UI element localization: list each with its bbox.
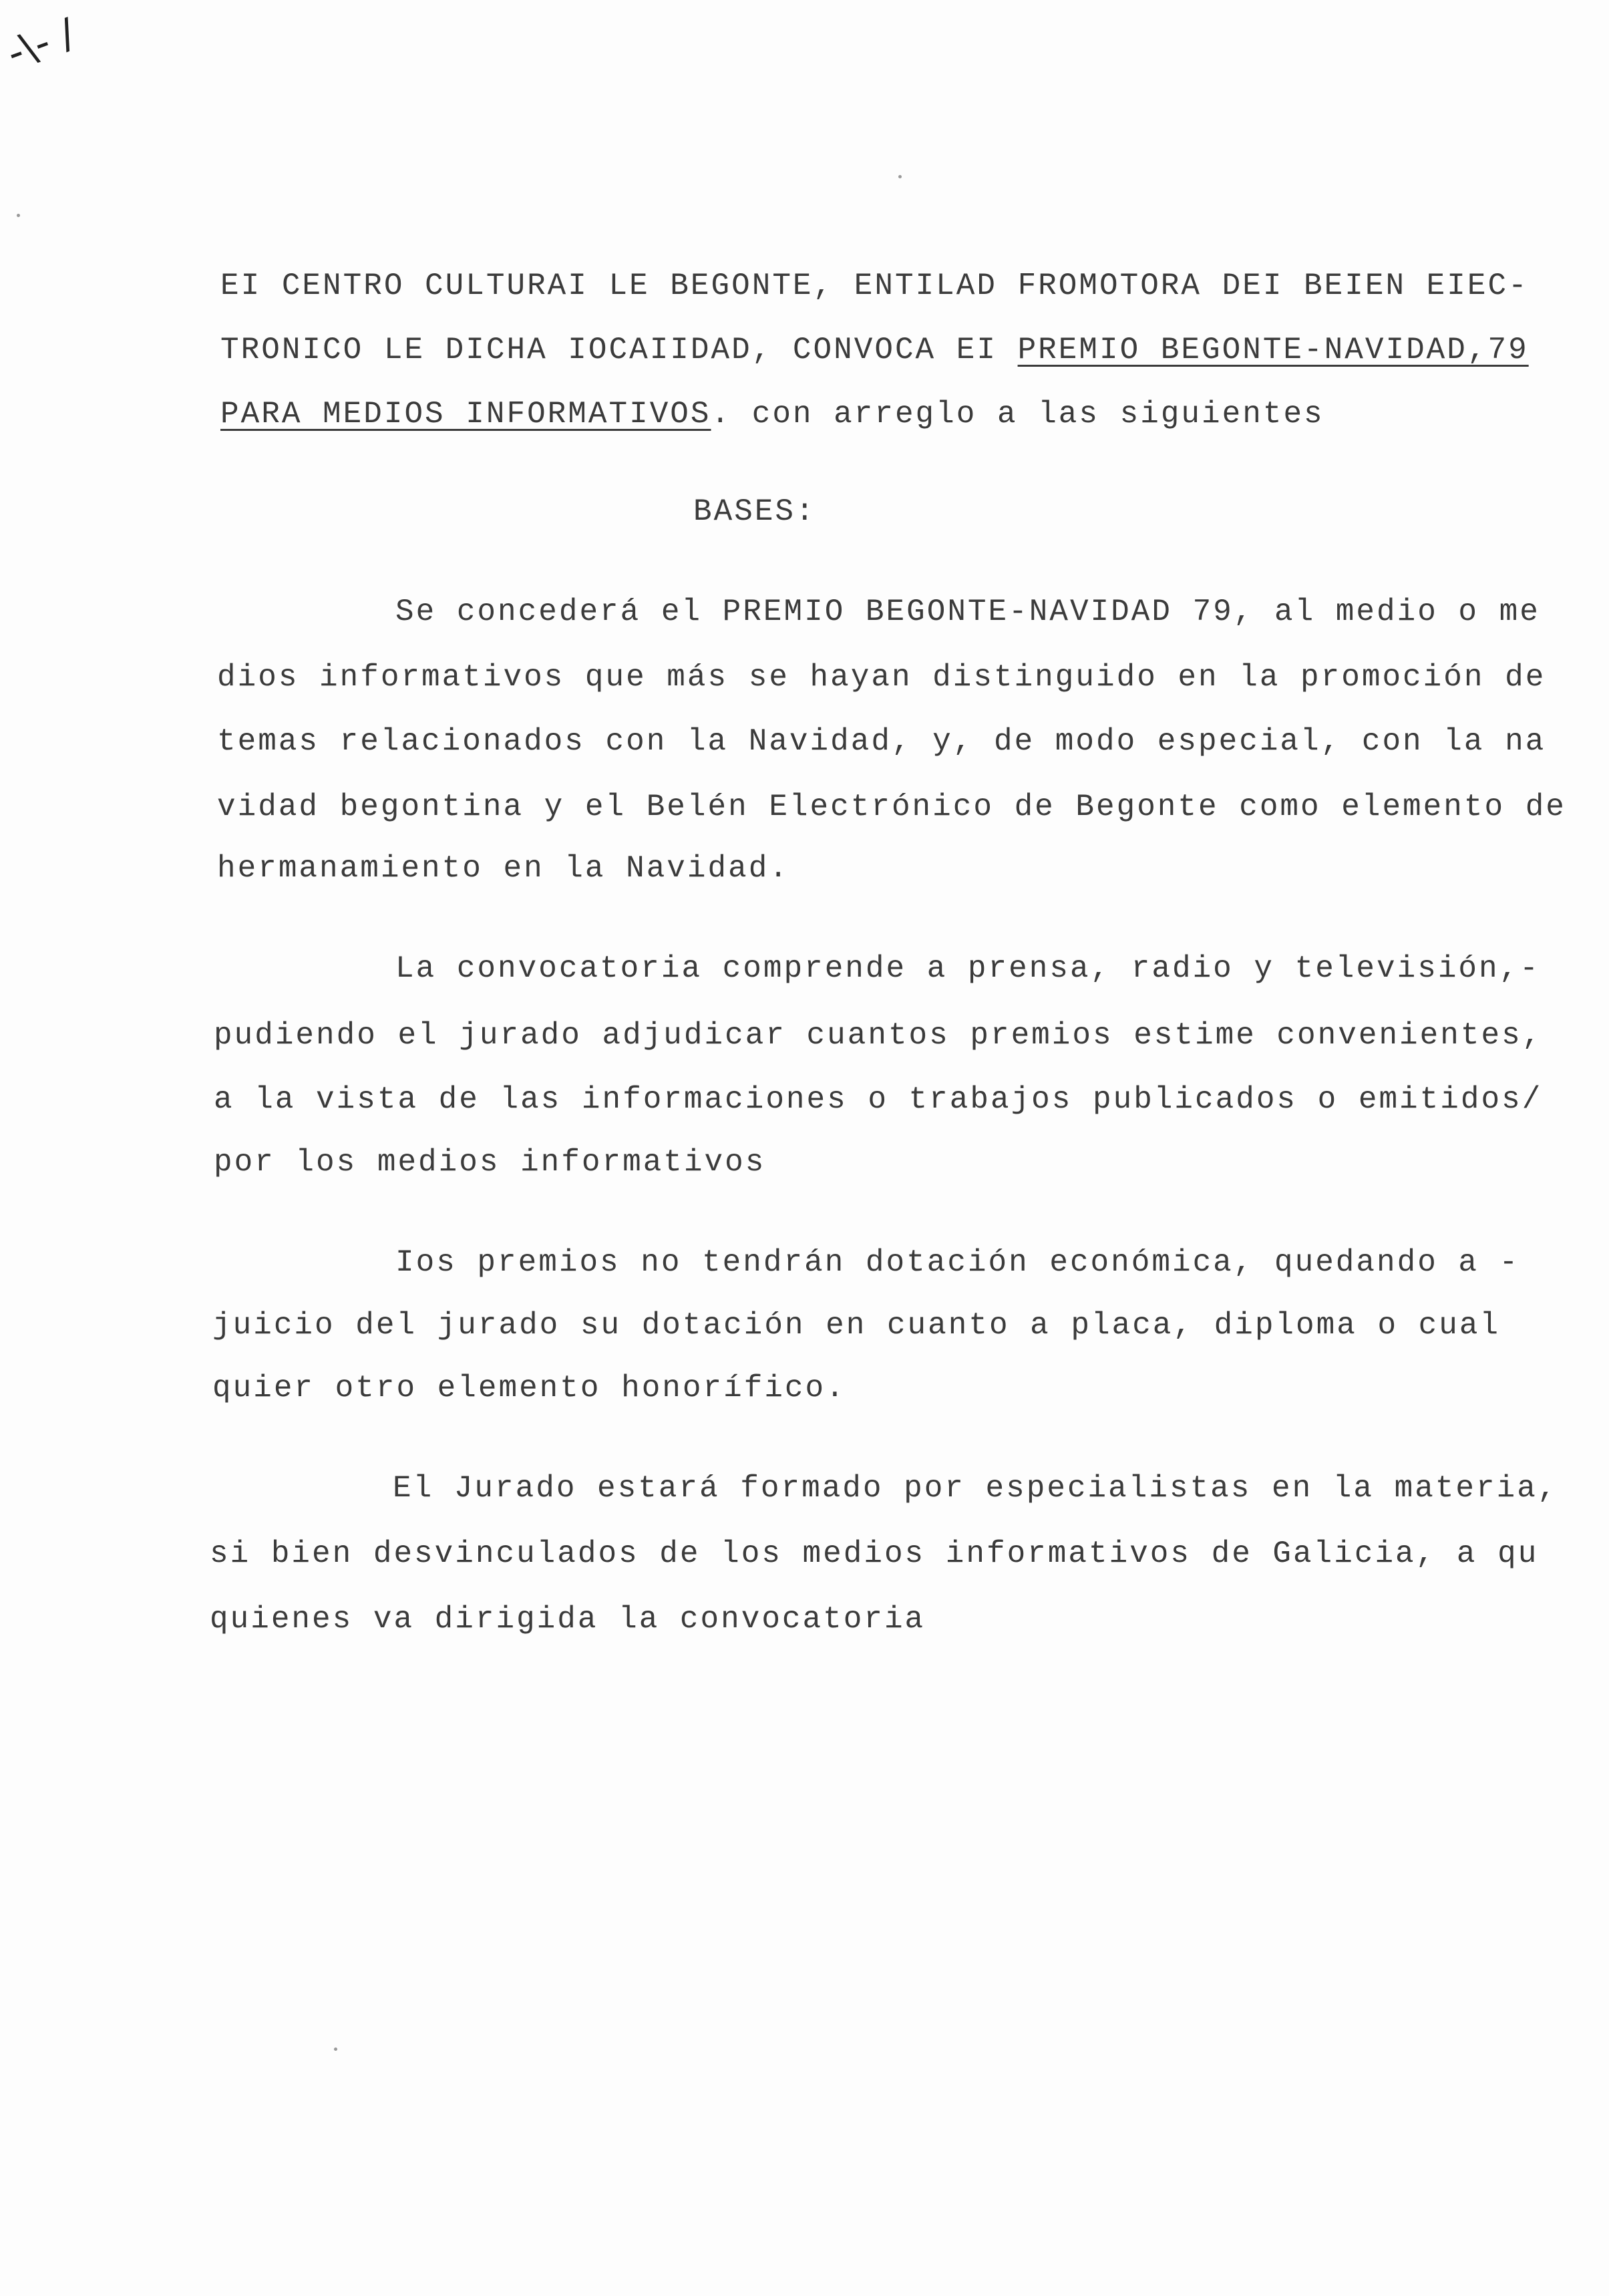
intro-line-2-text: TRONICO LE DICHA IOCAIIDAD, CONVOCA EI — [220, 333, 1018, 367]
handwritten-annotation: -\- / — [1, 9, 81, 77]
paragraph-2-line: pudiendo el jurado adjudicar cuantos premios estime convenientes, — [214, 1018, 1543, 1053]
paragraph-2-line: La convocatoria comprende a prensa, radio y televisión,- — [395, 951, 1540, 986]
intro-line-2 — [220, 330, 1529, 370]
paper-speck — [334, 2047, 337, 2051]
paragraph-1-line: dios informativos que más se hayan distinguido en la promoción de — [217, 660, 1546, 695]
paragraph-1-line: temas relacionados con la Navidad, y, de modo especial, con la na — [217, 724, 1546, 759]
paragraph-4-line: si bien desvinculados de los medios informativos de Galicia, a qu — [210, 1536, 1539, 1571]
paper-speck — [898, 175, 902, 178]
paragraph-4-line: quienes va dirigida la convocatoria — [210, 1602, 926, 1637]
paragraph-1-line: Se concederá el PREMIO BEGONTE-NAVIDAD 79, al medio o me — [395, 595, 1540, 629]
bases-heading: BASES: — [693, 494, 816, 529]
paragraph-1-line: vidad begontina y el Belén Electrónico de Begonte como elemento de — [217, 790, 1566, 824]
intro-line-3-text: . con arreglo a las siguientes — [711, 397, 1324, 432]
paragraph-4-line: El Jurado estará formado por especialistas en la materia, — [393, 1471, 1558, 1506]
paragraph-3-line: Ios premios no tendrán dotación económica, quedando a - — [395, 1245, 1520, 1280]
paragraph-2-line: a la vista de las informaciones o trabajos publicados o emitidos/ — [214, 1082, 1543, 1117]
prize-name-underlined: PREMIO BEGONTE-NAVIDAD,79 — [1017, 333, 1529, 367]
paragraph-2-line: por los medios informativos — [214, 1145, 766, 1180]
intro-line-1: EI CENTRO CULTURAI LE BEGONTE, ENTILAD FROMOTORA DEI BEIEN EIEC- — [220, 269, 1529, 303]
paragraph-3-line: quier otro elemento honorífico. — [212, 1371, 846, 1406]
intro-line-3 — [220, 394, 1324, 434]
media-underlined: PARA MEDIOS INFORMATIVOS — [220, 397, 711, 432]
paragraph-1-line: hermanamiento en la Navidad. — [217, 851, 789, 886]
paragraph-3-line: juicio del jurado su dotación en cuanto a placa, diploma o cual — [212, 1308, 1501, 1343]
paper-speck — [17, 214, 20, 217]
